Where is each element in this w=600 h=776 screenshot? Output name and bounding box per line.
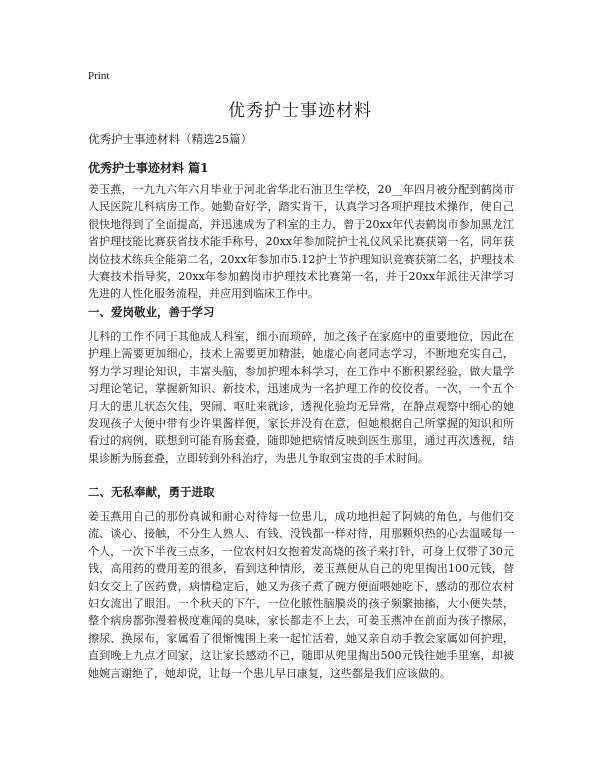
document-subtitle: 优秀护士事迹材料（精选25篇）	[88, 132, 253, 146]
print-link[interactable]: Print	[88, 70, 110, 82]
selfless-paragraph: 姜玉燕用自己的那份真诚和耐心对待每一位患儿，成功地担起了阿姨的角色，与他们交流、谈心、接触，不分生人熟人、有钱、没钱都一样对待，用那颗炽热的心去温暖每一个人，一次下半夜三点多，一位农村妇女抱着发高烧的孩子来打针，可身上仅带了30元钱，高用药的费用差的很多，看到这种情形，姜玉燕便从自己的兜里掏出100元钱，替妇女交上了医药费，病情稳定后，她又为孩子煮了碗方便面喂她吃下，感动的那位农村妇女流出了眼泪。一个秋天的下午，一位化脓性脑膜炎的孩子频繁抽搐，大小便失禁，整个病房都弥漫着极度难闻的臭味，家长都走不上去，可姜玉燕冲在前面为孩子擦尿，擦尿、换尿布，家属看了很惭愧围上来一起忙活着，她又亲自动手教会家属如何护理，直到晚上九点才回家，这让家长感动不已，随即从兜里掏出500元钱往她手里塞，却被她婉言谢绝了，她却说，让每一个患儿早日康复，这些都是我们应该做的。	[88, 510, 514, 680]
heading-selfless: 二、无私奉献，勇于进取	[88, 485, 215, 499]
intro-paragraph: 姜玉燕，一九九六年六月毕业于河北省华北石油卫生学校，20__年四月被分配到鹤岗市人民医院儿科病房工作。她勤奋好学，踏实肯干，认真学习各项护理技术操作，使自己很快地得到了全面提高，并迅速成为了科室的主力，曾于20xx年代表鹤岗市参加黑龙江省护理技能比赛获省技术能手称号，20xx年参加院护士礼仪风采比赛获第一名，同年获岗位技术练兵全能第二名，20xx年参加市5.12护士节护理知识竞赛获第二名，护理技术大赛技术指导奖，20xx年参加鹤岗市护理技术比赛第一名，并于20xx年派往天津学习先进的人性化服务流程，并应用到临床工作中。	[88, 183, 514, 301]
page-title: 优秀护士事迹材料	[228, 101, 372, 121]
dedication-paragraph: 儿科的工作不同于其他成人科室，细小而琐碎，加之孩子在家庭中的重要地位，因此在护理上需要更加细心，技术上需要更加精湛，她虚心向老同志学习，不断地充实自己，努力学习理论知识，丰富头脑，参加护理本科学习，在工作中不断积累经验，做大量学习理论笔记，掌握新知识、新技术，迅速成为一名护理工作的佼佼者。一次，一个五个月大的患儿状态欠佳，哭闹、呕吐来就诊，透视化验均无异常，在静点观察中细心的她发现孩子大便中带有少许果酱样便，家长并没有在意，但她根据自己所掌握的知识和所看过的病例，联想到可能有肠套叠，随即她把病情反映到医生那里，通过再次透视，结果诊断为肠套叠，立即转到外科治疗，为患儿争取到宝贵的手术时间。	[88, 330, 514, 465]
heading-dedication: 一、爱岗敬业，善于学习	[88, 305, 215, 319]
section-title: 优秀护士事迹材料 篇1	[88, 161, 209, 175]
